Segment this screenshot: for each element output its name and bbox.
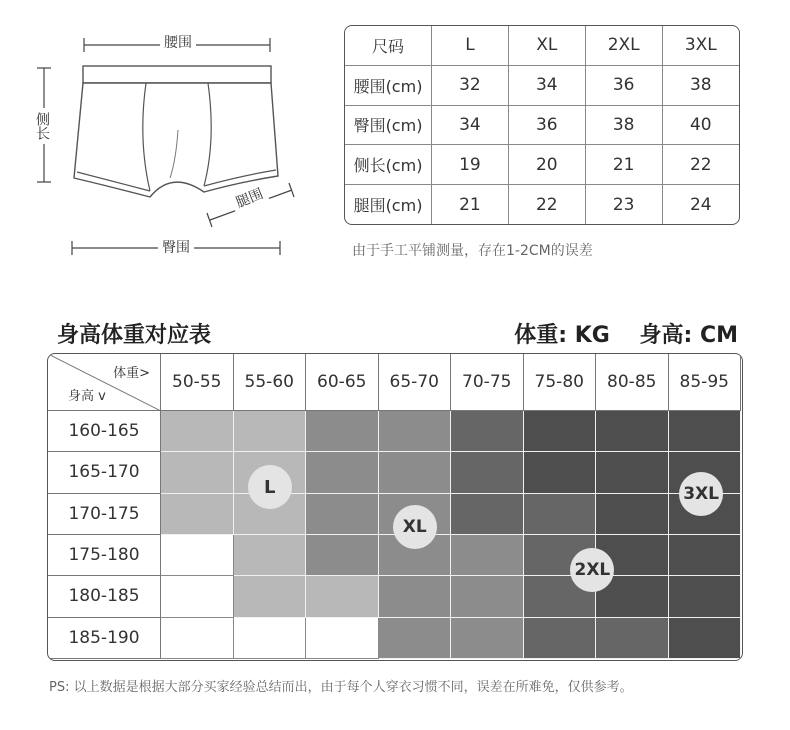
size-table-cell: 34 — [508, 65, 585, 105]
size-badge: 3XL — [679, 472, 723, 516]
grid-cell — [524, 494, 597, 535]
grid-cell — [379, 452, 452, 493]
units-label — [492, 318, 738, 349]
grid-cell — [161, 576, 234, 617]
grid-cell — [669, 535, 742, 576]
grid-cell — [451, 494, 524, 535]
grid-cell — [596, 618, 669, 659]
grid-cell — [161, 535, 234, 576]
size-table-cell: 24 — [662, 185, 739, 224]
weight-column-header: 70-75 — [451, 354, 524, 411]
size-table-cell: 38 — [585, 105, 662, 145]
size-table-cell: 20 — [508, 145, 585, 185]
weight-column-header: 80-85 — [596, 354, 669, 411]
hip-label: 臀围 — [158, 240, 194, 256]
grid-cell — [161, 618, 234, 659]
side-length-label: 侧长 — [34, 108, 50, 144]
grid-cell — [669, 618, 742, 659]
grid-cell — [306, 494, 379, 535]
size-table-cell: 36 — [508, 105, 585, 145]
grid-cell — [306, 452, 379, 493]
footnote: PS: 以上数据是根据大部分买家经验总结而出，由于每个人穿衣习惯不同，误差在所难免，仅供参考。 — [49, 680, 633, 695]
grid-cell — [451, 411, 524, 452]
height-weight-grid — [47, 353, 743, 661]
height-row-header: 170-175 — [48, 494, 161, 535]
grid-cell — [596, 452, 669, 493]
height-unit: 身高: CM — [639, 323, 738, 348]
grid-cell — [234, 535, 307, 576]
grid-cell — [379, 618, 452, 659]
grid-corner — [48, 354, 161, 411]
grid-cell — [524, 618, 597, 659]
size-table-header-cell: XL — [508, 26, 585, 65]
size-table-cell: 22 — [508, 185, 585, 224]
chart-title: 身高体重对应表 — [57, 323, 212, 348]
size-table-cell: 22 — [662, 145, 739, 185]
size-table-row-label: 臀围(cm) — [345, 105, 432, 145]
size-table-row — [345, 105, 739, 145]
grid-cell — [379, 411, 452, 452]
grid-cell — [379, 576, 452, 617]
height-row-header: 165-170 — [48, 452, 161, 493]
grid-cell — [451, 618, 524, 659]
size-table-cell: 21 — [585, 145, 662, 185]
size-badge: XL — [393, 505, 437, 549]
size-table-row-label: 侧长(cm) — [345, 145, 432, 185]
grid-cell — [161, 452, 234, 493]
grid-cell — [306, 618, 379, 659]
weight-column-header: 65-70 — [379, 354, 452, 411]
size-table-cell: 32 — [432, 65, 509, 105]
weight-column-header: 75-80 — [524, 354, 597, 411]
size-table-row — [345, 145, 739, 185]
size-table-header-cell: 尺码 — [345, 26, 432, 65]
size-table — [344, 25, 740, 225]
grid-cell — [524, 411, 597, 452]
grid-cell — [234, 618, 307, 659]
size-table-row-label: 腿围(cm) — [345, 185, 432, 224]
size-badge: 2XL — [570, 548, 614, 592]
weight-column-header: 60-65 — [306, 354, 379, 411]
grid-cell — [306, 411, 379, 452]
size-table-header-cell: L — [432, 26, 509, 65]
corner-height-label: 身高 v — [68, 389, 106, 404]
size-table-header-row — [345, 26, 739, 65]
size-table-cell: 36 — [585, 65, 662, 105]
grid-cell — [161, 411, 234, 452]
size-table-cell: 23 — [585, 185, 662, 224]
size-table-header-cell: 3XL — [662, 26, 739, 65]
size-table-cell: 21 — [432, 185, 509, 224]
height-row-header: 175-180 — [48, 535, 161, 576]
size-table-row — [345, 65, 739, 105]
grid-cell — [669, 576, 742, 617]
weight-column-header: 50-55 — [161, 354, 234, 411]
weight-unit: 体重: KG — [514, 323, 610, 348]
grid-cell — [451, 535, 524, 576]
size-note: 由于手工平铺测量，存在1-2CM的误差 — [352, 243, 593, 259]
size-badge: L — [248, 465, 292, 509]
grid-cell — [596, 411, 669, 452]
grid-cell — [524, 452, 597, 493]
waist-label: 腰围 — [160, 35, 196, 51]
grid-cell — [306, 535, 379, 576]
grid-cell — [234, 576, 307, 617]
leg-label: 腿围 — [230, 185, 269, 213]
grid-cell — [596, 494, 669, 535]
grid-cell — [451, 576, 524, 617]
size-table-cell: 40 — [662, 105, 739, 145]
height-row-header: 160-165 — [48, 411, 161, 452]
height-row-header: 185-190 — [48, 618, 161, 659]
grid-cell — [669, 411, 742, 452]
grid-cell — [306, 576, 379, 617]
size-table-row — [345, 185, 739, 224]
weight-column-header: 55-60 — [234, 354, 307, 411]
size-table-cell: 34 — [432, 105, 509, 145]
garment-diagram — [0, 0, 320, 270]
size-table-cell: 38 — [662, 65, 739, 105]
size-table-cell: 19 — [432, 145, 509, 185]
weight-column-header: 85-95 — [669, 354, 742, 411]
corner-weight-label: 体重> — [113, 366, 150, 381]
size-table-header-cell: 2XL — [585, 26, 662, 65]
grid-cell — [451, 452, 524, 493]
height-row-header: 180-185 — [48, 576, 161, 617]
grid-cell — [161, 494, 234, 535]
grid-cell — [234, 411, 307, 452]
size-table-row-label: 腰围(cm) — [345, 65, 432, 105]
